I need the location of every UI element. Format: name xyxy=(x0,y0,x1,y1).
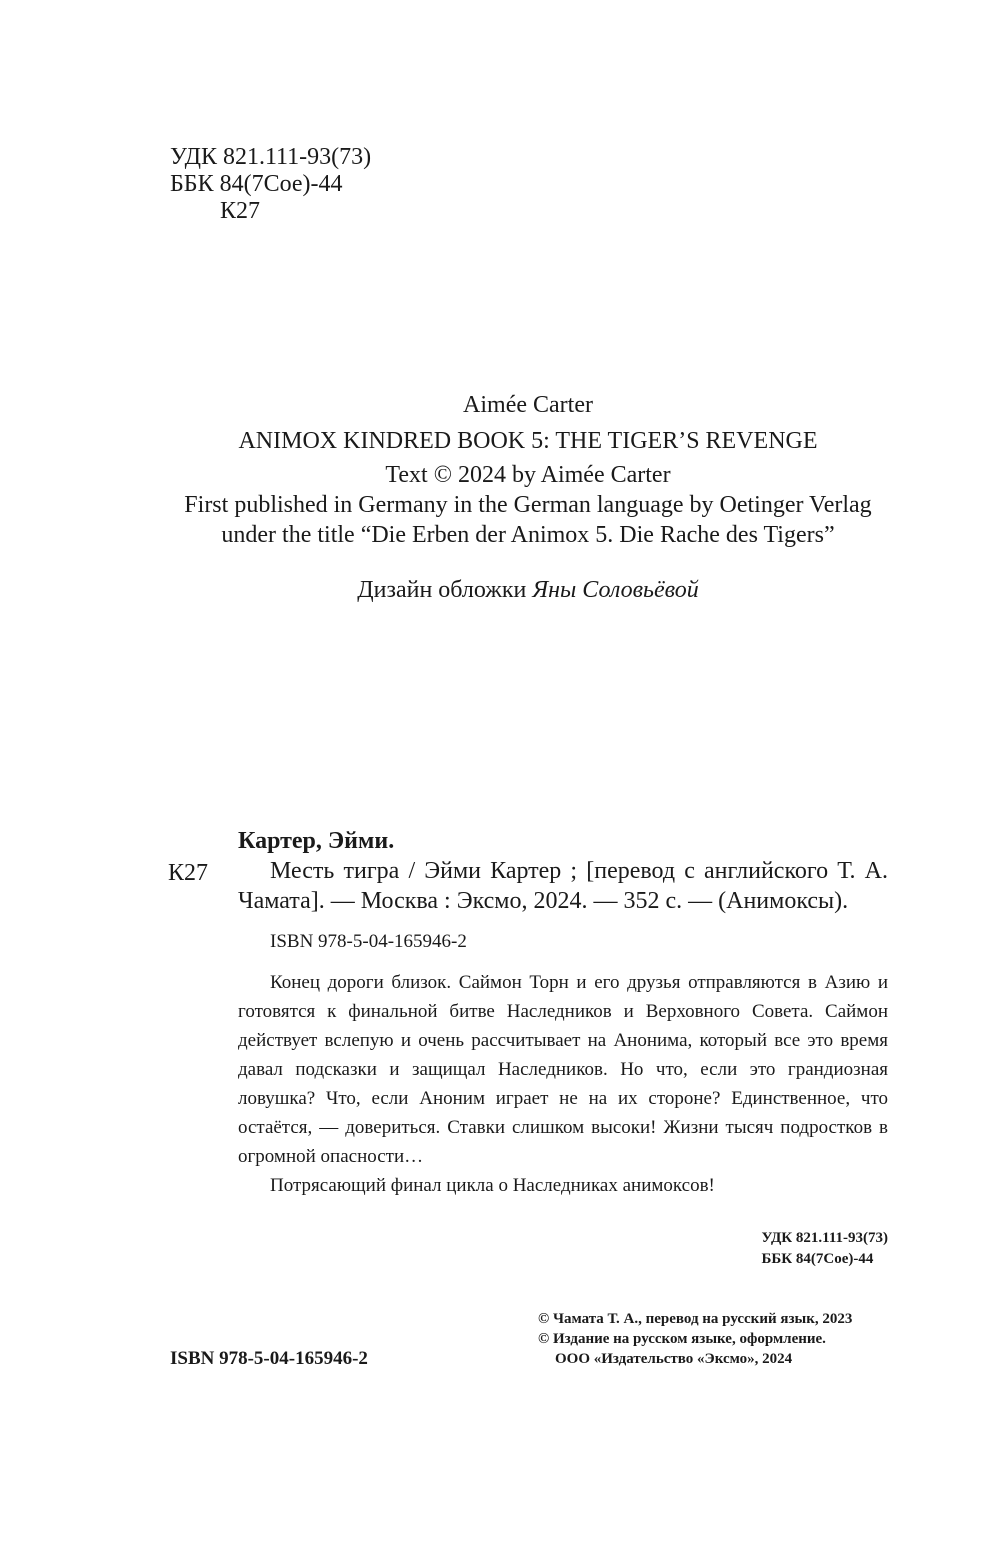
annotation-paragraph: Конец дороги близок. Саймон Торн и его друзья отправляются в Азию и готовятся к финальной битве Наследников и Верховного Совета. Саймон действует вслепую и очень рассчитывает на Анонима, который все это время давал подсказки и защищал Наследников. Но что, если это грандиозная ловушка? Что, если Аноним играет не на их стороне? Единственное, что остаётся, — довериться. Ставки слишком высоки! Жизни тысяч подростков в огромной опасности… xyxy=(238,972,888,1167)
card-description: Месть тигра / Эйми Картер ; [перевод с английского Т. А. Чамата]. — Москва : Эксмо, 2024. — 352 с. — (Анимоксы). xyxy=(238,858,888,914)
card-author-mark: К27 xyxy=(168,860,209,886)
bottom-classification-codes xyxy=(761,1228,888,1270)
publisher-copyright: ООО «Издательство «Эксмо», 2024 xyxy=(555,1351,793,1367)
card-isbn: ISBN 978-5-04-165946-2 xyxy=(270,931,467,952)
translation-copyright: © Чамата Т. А., перевод на русский язык, 2023 xyxy=(538,1311,853,1327)
bbk-code: ББК 84(7Сое)-44 xyxy=(170,171,343,197)
udk-code: УДК 821.111-93(73) xyxy=(170,144,372,170)
cover-design-label: Дизайн обложки xyxy=(357,577,527,603)
cover-designer-name: Яны Соловьёвой xyxy=(532,577,699,603)
cover-design-credit xyxy=(0,575,1000,605)
edition-copyright: © Издание на русском языке, оформление. xyxy=(538,1331,826,1347)
rights-block xyxy=(0,388,1000,605)
top-classification-codes xyxy=(170,144,371,225)
original-title: ANIMOX KINDRED BOOK 5: THE TIGER’S REVENGE xyxy=(238,428,818,454)
annotation-paragraph: Потрясающий финал цикла о Наследниках анимоксов! xyxy=(270,1175,715,1196)
card-annotation xyxy=(238,968,888,1200)
original-copyright: Text © 2024 by Aimée Carter xyxy=(385,462,671,488)
original-author: Aimée Carter xyxy=(463,392,593,418)
udk-code: УДК 821.111-93(73) xyxy=(761,1230,888,1246)
copyright-notices xyxy=(538,1309,852,1369)
author-mark: К27 xyxy=(220,198,261,224)
publication-note-line1: First published in Germany in the German language by Oetinger Verlag xyxy=(184,492,872,518)
catalog-card xyxy=(238,826,888,1200)
publication-note-line2: under the title “Die Erben der Animox 5. Die Rache des Tigers” xyxy=(221,522,835,548)
isbn: ISBN 978-5-04-165946-2 xyxy=(170,1348,368,1369)
card-heading: Картер, Эйми. xyxy=(238,828,395,854)
bbk-code: ББК 84(7Сое)-44 xyxy=(761,1251,874,1267)
